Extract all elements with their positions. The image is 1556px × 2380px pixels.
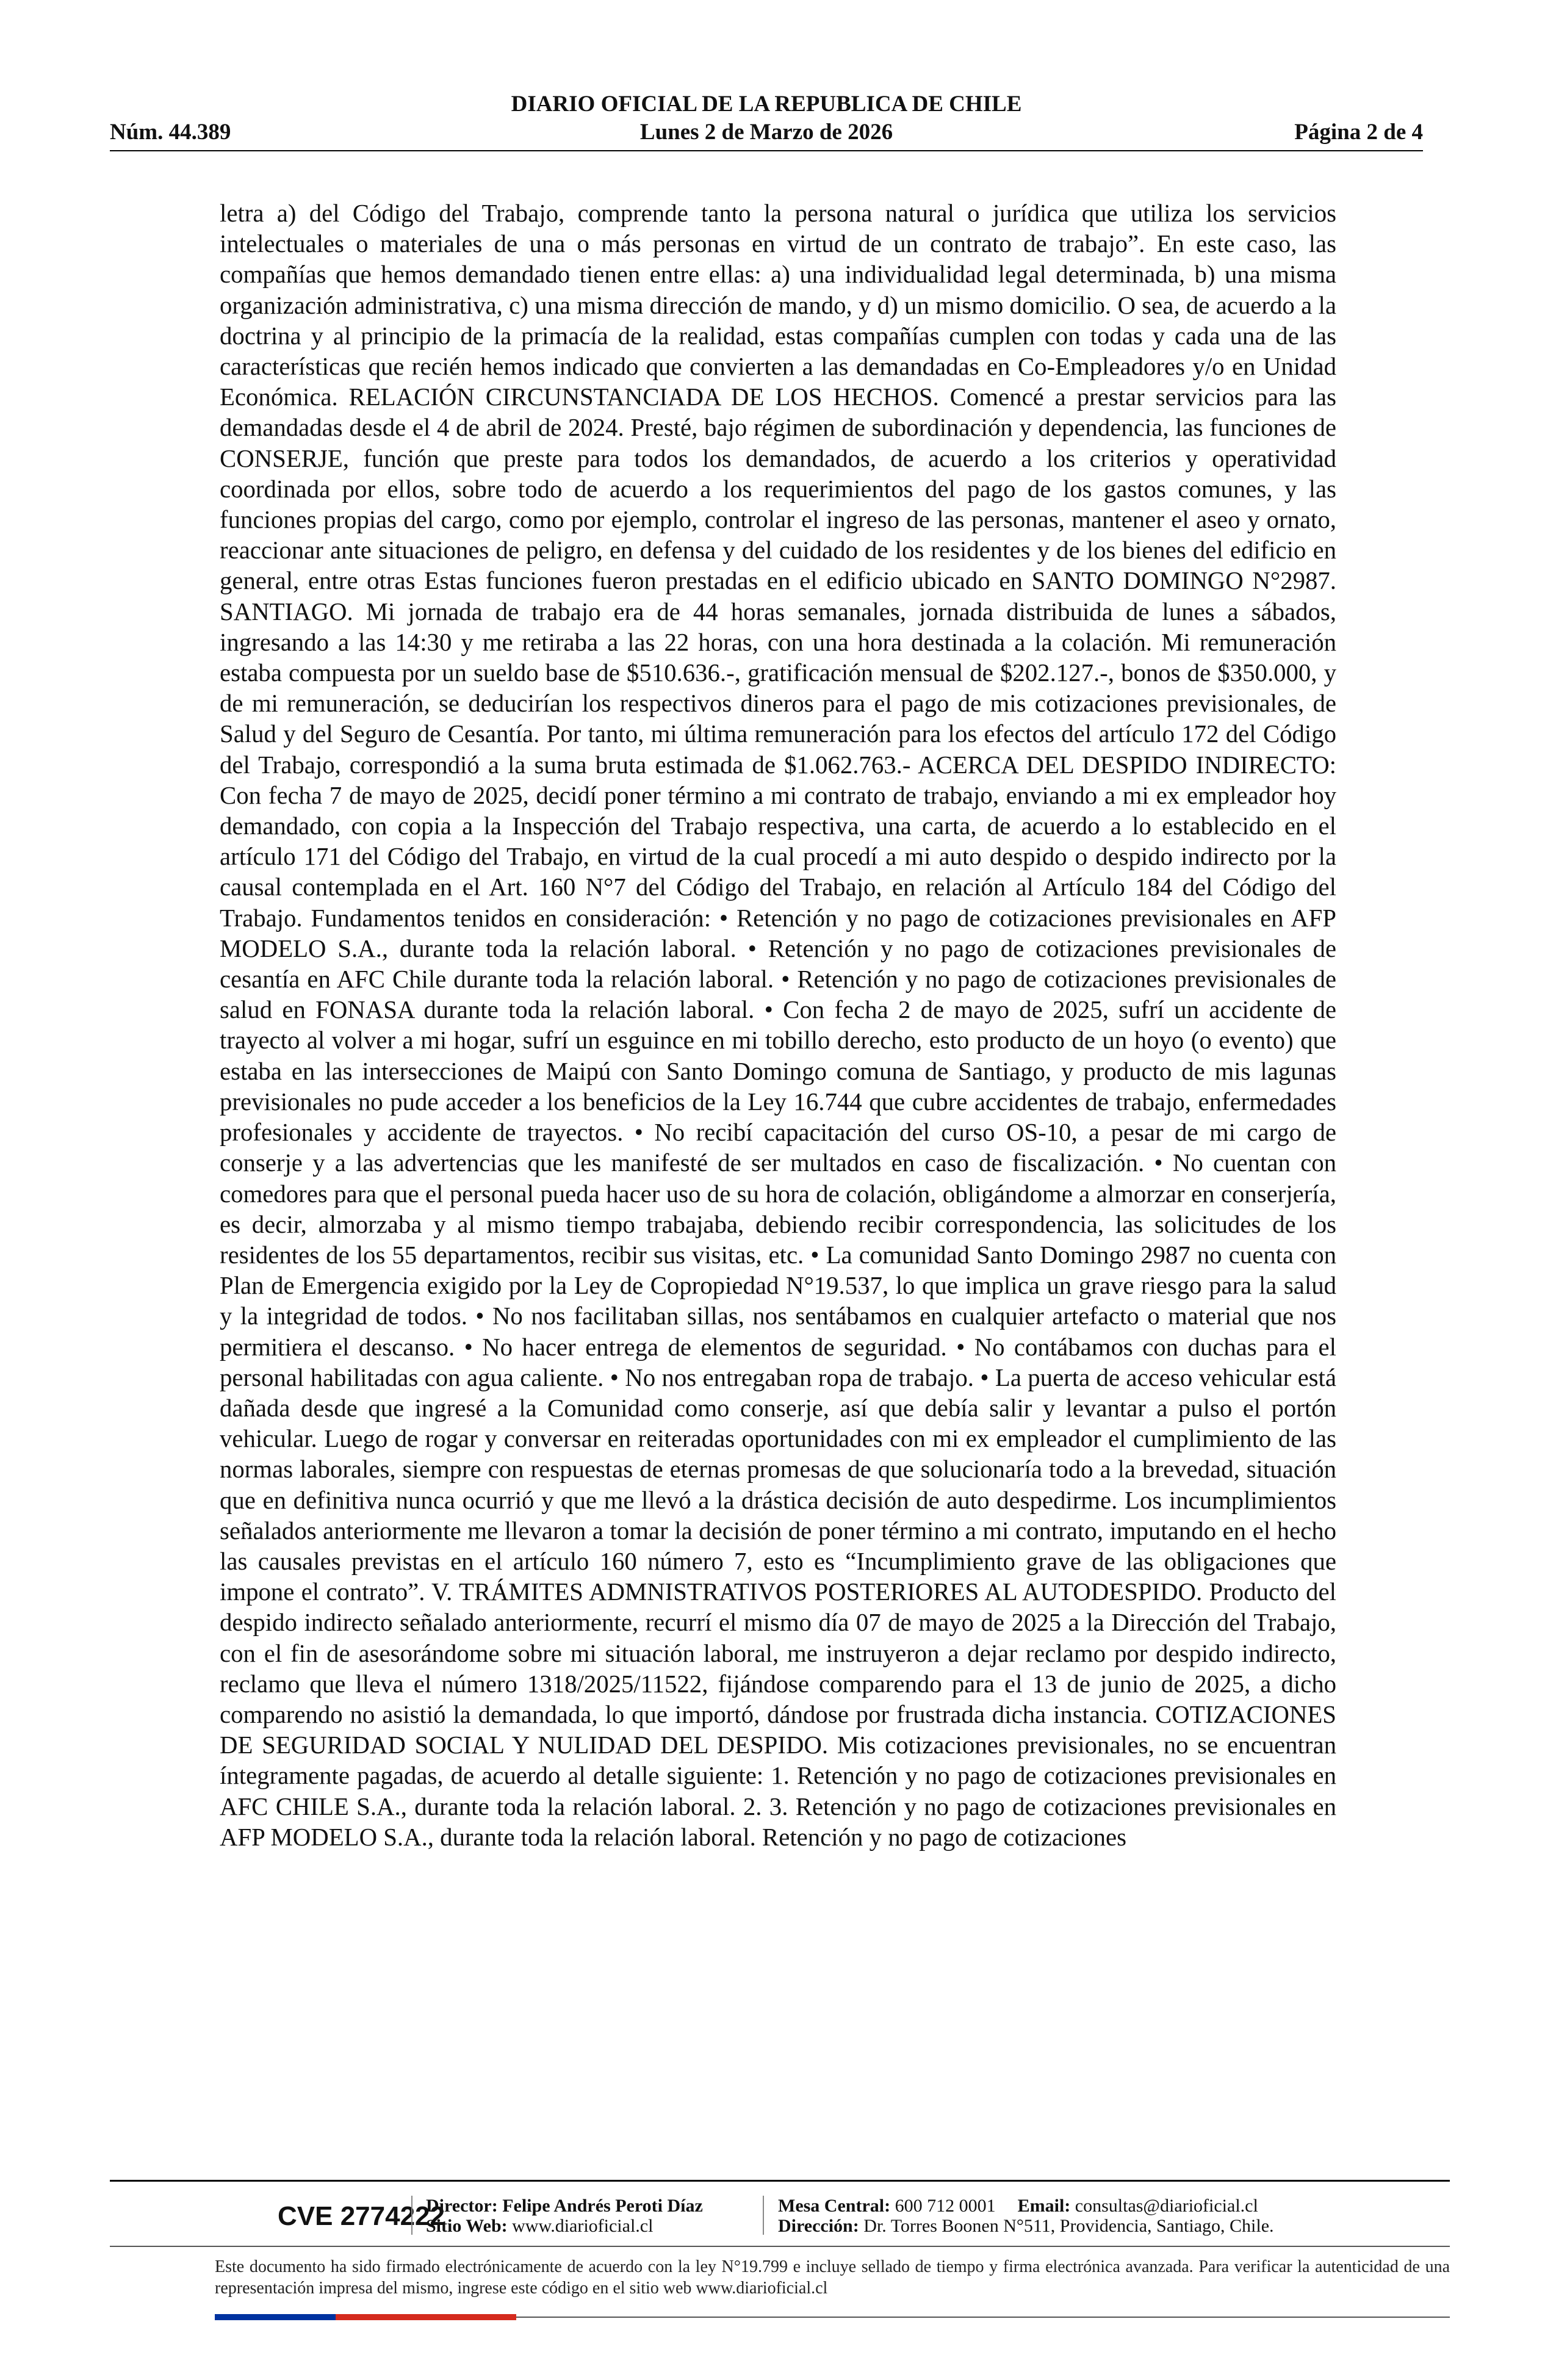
footer-separator bbox=[411, 2196, 412, 2235]
footer-divider bbox=[110, 2180, 1450, 2182]
contact-line bbox=[778, 2196, 1274, 2216]
phone-number: 600 712 0001 bbox=[895, 2196, 996, 2216]
publication-title: DIARIO OFICIAL DE LA REPUBLICA DE CHILE bbox=[511, 92, 1022, 117]
page-indicator: Página 2 de 4 bbox=[1294, 120, 1423, 145]
document-body: letra a) del Código del Trabajo, comprende tanto la persona natural o jurídica que utiliza los servicios intelectuales o materiales de una o más personas en virtud de un contrato de trabajo”. En este caso, las compañías que hemos demandado tienen entre ellas: a) una individualidad legal determinada, b) una misma organización administrativa, c) una misma dirección de mando, y d) un mismo domicilio. O sea, de acuerdo a la doctrina y al principio de la primacía de la realidad, estas compañías cumplen con todas y cada una de las características que recién hemos indicado que convierten a las demandadas en Co-Empleadores y/o en Unidad Económica. RELACIÓN CIRCUNSTANCIADA DE LOS HECHOS. Comencé a prestar servicios para las demandadas desde el 4 de abril de 2024. Presté, bajo régimen de subordinación y dependencia, las funciones de CONSERJE, función que preste para todos los demandados, de acuerdo a los criterios y operatividad coordinada por ellos, sobre todo de acuerdo a los requerimientos del pago de los gastos comunes, y las funciones propias del cargo, como por ejemplo, controlar el ingreso de las personas, mantener el aseo y ornato, reaccionar ante situaciones de peligro, en defensa y del cuidado de los residentes y de los bienes del edificio en general, entre otras Estas funciones fueron prestadas en el edificio ubicado en SANTO DOMINGO N°2987. SANTIAGO. Mi jornada de trabajo era de 44 horas semanales, jornada distribuida de lunes a sábados, ingresando a las 14:30 y me retiraba a las 22 horas, con una hora destinada a la colación. Mi remuneración estaba compuesta por un sueldo base de $510.636.-, gratificación mensual de $202.127.-, bonos de $350.000, y de mi remuneración, se deducirían los respectivos dineros para el pago de mis cotizaciones previsionales, de Salud y del Seguro de Cesantía. Por tanto, mi última remuneración para los efectos del artículo 172 del Código del Trabajo, correspondió a la suma bruta estimada de $1.062.763.- ACERCA DEL DESPIDO INDIRECTO: Con fecha 7 de mayo de 2025, decidí poner término a mi contrato de trabajo, enviando a mi ex empleador hoy demandado, con copia a la Inspección del Trabajo respectiva, una carta, de acuerdo a lo establecido en el artículo 171 del Código del Trabajo, en virtud de la cual procedí a mi auto despido o despido indirecto por la causal contemplada en el Art. 160 N°7 del Código del Trabajo, en relación al Artículo 184 del Código del Trabajo. Fundamentos tenidos en consideración: • Retención y no pago de cotizaciones previsionales en AFP MODELO S.A., durante toda la relación laboral. • Retención y no pago de cotizaciones previsionales de cesantía en AFC Chile durante toda la relación laboral. • Retención y no pago de cotizaciones previsionales de salud en FONASA durante toda la relación laboral. • Con fecha 2 de mayo de 2025, sufrí un accidente de trayecto al volver a mi hogar, sufrí un esguince en mi tobillo derecho, esto producto de un hoyo (o evento) que estaba en las intersecciones de Maipú con Santo Domingo comuna de Santiago, y producto de mis lagunas previsionales no pude acceder a los beneficios de la Ley 16.744 que cubre accidentes de trabajo, enfermedades profesionales y accidente de trayectos. • No recibí capacitación del curso OS-10, a pesar de mi cargo de conserje y a las advertencias que les manifesté de ser multados en caso de fiscalización. • No cuentan con comedores para que el personal pueda hacer uso de su hora de colación, obligándome a almorzar en conserjería, es decir, almorzaba y al mismo tiempo trabajaba, debiendo recibir correspondencia, las solicitudes de los residentes de los 55 departamentos, recibir sus visitas, etc. • La comunidad Santo Domingo 2987 no cuenta con Plan de Emergencia exigido por la Ley de Copropiedad N°19.537, lo que implica un grave riesgo para la salud y la integridad de todos. • No nos facilitaban sillas, nos sentábamos en cualquier artefacto o material que nos permitiera el descanso. • No hacer entrega de elementos de seguridad. • No contábamos con duchas para el personal habilitadas con agua caliente. • No nos entregaban ropa de trabajo. • La puerta de acceso vehicular está dañada desde que ingresé a la Comunidad como conserje, así que debía salir y levantar a pulso el portón vehicular. Luego de rogar y conversar en reiteradas oportunidades con mi ex empleador el cumplimiento de las normas laborales, siempre con respuestas de eternas promesas de que solucionaría todo a la brevedad, situación que en definitiva nunca ocurrió y que me llevó a la drástica decisión de auto despedirme. Los incumplimientos señalados anteriormente me llevaron a tomar la decisión de poner término a mi contrato, imputando en el hecho las causales previstas en el artículo 160 número 7, esto es “Incumplimiento grave de las obligaciones que impone el contrato”. V. TRÁMITES ADMNISTRATIVOS POSTERIORES AL AUTODESPIDO. Producto del despido indirecto señalado anteriormente, recurrí el mismo día 07 de mayo de 2025 a la Dirección del Trabajo, con el fin de asesorándome sobre mi situación laboral, me instruyeron a dejar reclamo por despido indirecto, reclamo que lleva el número 1318/2025/11522, fijándose comparendo para el 13 de junio de 2025, a dicho comparendo no asistió la demandada, lo que importó, dándose por frustrada dicha instancia. COTIZACIONES DE SEGURIDAD SOCIAL Y NULIDAD DEL DESPIDO. Mis cotizaciones previsionales, no se encuentran íntegramente pagadas, de acuerdo al detalle siguiente: 1. Retención y no pago de cotizaciones previsionales en AFC CHILE S.A., durante toda la relación laboral. 2. 3. Retención y no pago de cotizaciones previsionales en AFP MODELO S.A., durante toda la relación laboral. Retención y no pago de cotizaciones bbox=[220, 200, 1336, 1851]
email-label: Email: bbox=[1017, 2196, 1071, 2216]
footer-divider bbox=[516, 2317, 1450, 2318]
flag-stripe-red bbox=[336, 2314, 516, 2320]
issue-date: Lunes 2 de Marzo de 2026 bbox=[639, 120, 893, 145]
page-footer bbox=[110, 2180, 1450, 2339]
footer-director-block bbox=[426, 2196, 703, 2236]
address-value: Dr. Torres Boonen N°511, Providencia, Santiago, Chile. bbox=[863, 2216, 1274, 2236]
header-divider bbox=[110, 150, 1423, 151]
director-name: Felipe Andrés Peroti Díaz bbox=[502, 2196, 703, 2216]
flag-stripe-blue bbox=[215, 2314, 336, 2320]
legal-notice: Este documento ha sido firmado electrónicamente de acuerdo con la ley N°19.799 e incluye sellado de tiempo y firma electrónica avanzada. Para verificar la autenticidad de una representación impresa del mismo, ingrese este código en el sitio web www.diarioficial.cl bbox=[215, 2257, 1450, 2298]
issue-number: Núm. 44.389 bbox=[110, 120, 231, 145]
page-header bbox=[110, 92, 1423, 156]
flag-stripe bbox=[215, 2314, 516, 2320]
cve-code: CVE 2774222 bbox=[278, 2201, 445, 2231]
address-line bbox=[778, 2216, 1274, 2236]
footer-contact-block bbox=[778, 2196, 1274, 2236]
director-line bbox=[426, 2196, 703, 2216]
website-label: Sitio Web: bbox=[426, 2216, 508, 2236]
website-line bbox=[426, 2216, 703, 2236]
email-link[interactable]: consultas@diarioficial.cl bbox=[1075, 2196, 1258, 2216]
footer-separator bbox=[763, 2196, 764, 2235]
address-label: Dirección: bbox=[778, 2216, 859, 2236]
director-label: Director: bbox=[426, 2196, 498, 2216]
footer-divider bbox=[110, 2246, 1450, 2247]
phone-label: Mesa Central: bbox=[778, 2196, 891, 2216]
header-info-row bbox=[110, 119, 1423, 146]
website-link[interactable]: www.diarioficial.cl bbox=[512, 2216, 654, 2236]
